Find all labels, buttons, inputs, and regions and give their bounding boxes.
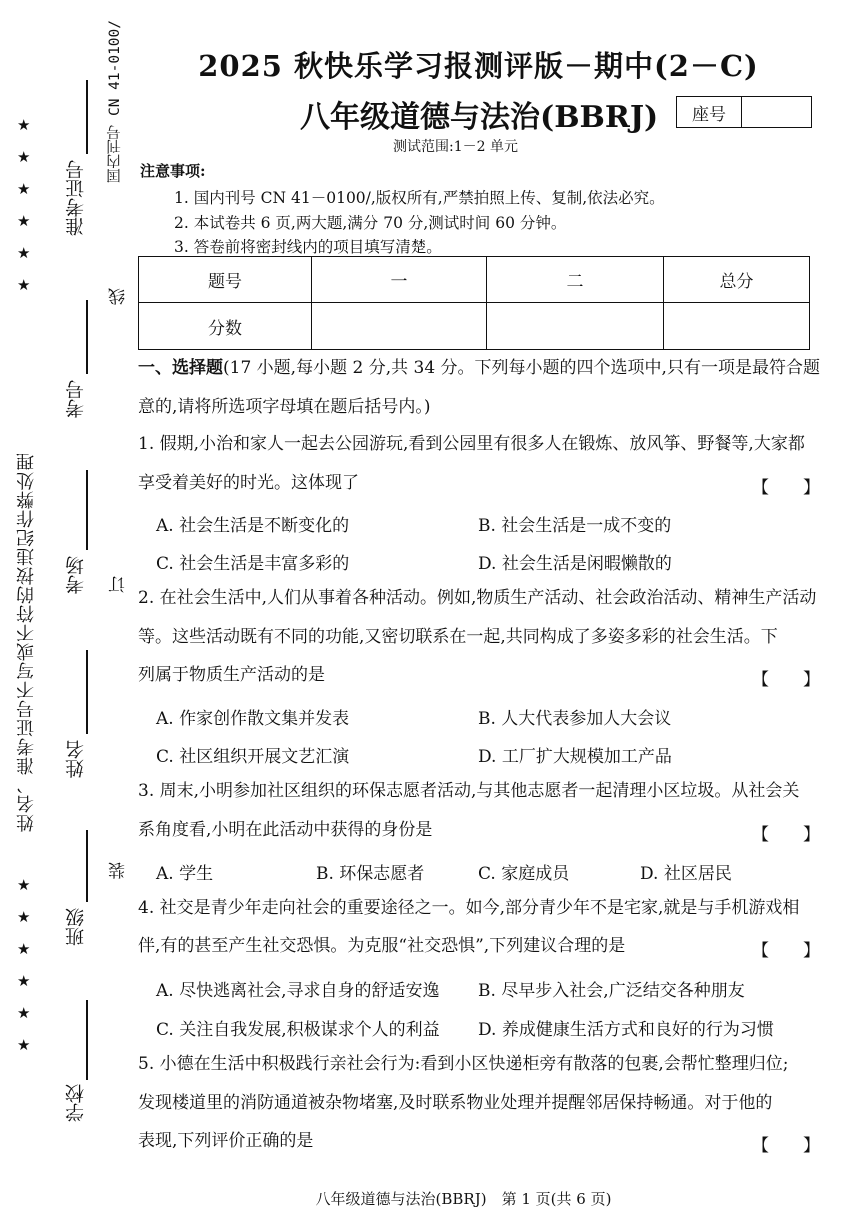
answer-bracket[interactable]: 【 】 (752, 1136, 820, 1156)
exam-subtitle: 八年级道德与法治(BBRJ) (300, 100, 659, 135)
star-icon: ★ (17, 876, 31, 894)
field-exam-room: 考场 (65, 556, 87, 594)
question-3-line: 系角度看,小明在此活动中获得的身份是 (138, 820, 433, 840)
option-b[interactable]: B. 人大代表参加人大会议 (478, 709, 672, 729)
star-icon: ★ (17, 116, 31, 134)
field-exam-number: 考号 (65, 380, 87, 418)
question-1-line: 1. 假期,小治和家人一起去公园游玩,看到公园里有很多人在锻炼、放风筝、野餐等,大家都 (138, 434, 805, 454)
question-5-line: 表现,下列评价正确的是 (138, 1131, 314, 1151)
score-cell[interactable] (312, 303, 487, 350)
star-icon: ★ (17, 972, 31, 990)
section-instructions-2: 意的,请将所选项字母填在题后括号内。) (138, 397, 431, 417)
answer-bracket[interactable]: 【 】 (752, 941, 820, 961)
option-b[interactable]: B. 环保志愿者 (316, 864, 425, 884)
exam-room-line[interactable] (86, 470, 88, 550)
option-b[interactable]: B. 社会生活是一成不变的 (478, 516, 672, 536)
issn-vertical: 国内刊号 CN 41-0100/ (107, 20, 123, 183)
star-icon: ★ (17, 180, 31, 198)
seat-number-box (676, 96, 812, 128)
margin-warning: 姓名、准考证号不写或不符的按违纪作弊处理 (16, 452, 37, 832)
note-item: 3. 答卷前将密封线内的项目填写清楚。 (174, 238, 442, 256)
score-header-cell: 题号 (139, 257, 312, 303)
star-icon: ★ (17, 908, 31, 926)
question-4-line: 4. 社交是青少年走向社会的重要途径之一。如今,部分青少年不是宅家,就是与手机游戏相 (138, 898, 800, 918)
star-icon: ★ (17, 148, 31, 166)
option-a[interactable]: A. 作家创作散文集并发表 (156, 709, 350, 729)
option-c[interactable]: C. 关注自我发展,积极谋求个人的利益 (156, 1020, 440, 1040)
notes-heading: 注意事项: (140, 162, 206, 180)
answer-bracket[interactable]: 【 】 (752, 825, 820, 845)
exam-title: 2025 秋快乐学习报测评版－期中(2－C) (198, 49, 759, 83)
school-line[interactable] (86, 1000, 88, 1080)
section-title: 一、选择题 (138, 358, 223, 378)
option-a[interactable]: A. 社会生活是不断变化的 (156, 516, 350, 536)
star-icon: ★ (17, 1004, 31, 1022)
seat-number-field[interactable] (742, 97, 811, 127)
binding-mark-line: 线 (109, 288, 129, 305)
option-a[interactable]: A. 尽快逃离社会,寻求自身的舒适安逸 (156, 981, 440, 1001)
name-line[interactable] (86, 650, 88, 734)
question-3-line: 3. 周末,小明参加社区组织的环保志愿者活动,与其他志愿者一起清理小区垃圾。从社会关 (138, 781, 800, 801)
option-c[interactable]: C. 社会生活是丰富多彩的 (156, 554, 350, 574)
page-footer: 八年级道德与法治(BBRJ) 第 1 页(共 6 页) (315, 1190, 612, 1208)
score-table (138, 256, 810, 350)
class-line[interactable] (86, 830, 88, 902)
score-header-cell: 二 (487, 257, 664, 303)
note-item: 1. 国内刊号 CN 41－0100/,版权所有,严禁拍照上传、复制,依法必究。 (174, 189, 665, 207)
section-desc: (17 小题,每小题 2 分,共 34 分。下列每小题的四个选项中,只有一项是最符合题 (223, 358, 820, 378)
exam-number-line[interactable] (86, 300, 88, 374)
option-d[interactable]: D. 社区居民 (640, 864, 732, 884)
seat-label: 座号 (677, 97, 742, 127)
field-admission-number: 准考证号 (65, 160, 87, 236)
answer-bracket[interactable]: 【 】 (752, 478, 820, 498)
field-class: 班级 (65, 908, 87, 946)
score-cell[interactable] (487, 303, 664, 350)
option-d[interactable]: D. 社会生活是闲暇懒散的 (478, 554, 672, 574)
admission-number-line[interactable] (86, 80, 88, 154)
star-icon: ★ (17, 212, 31, 230)
star-icon: ★ (17, 940, 31, 958)
question-4-line: 伴,有的甚至产生社交恐惧。为克服“社交恐惧”,下列建议合理的是 (138, 936, 626, 956)
test-scope: 测试范围:1－2 单元 (393, 139, 518, 155)
option-c[interactable]: C. 家庭成员 (478, 864, 570, 884)
note-item: 2. 本试卷共 6 页,两大题,满分 70 分,测试时间 60 分钟。 (174, 214, 567, 232)
option-c[interactable]: C. 社区组织开展文艺汇演 (156, 747, 350, 767)
section-instructions (138, 358, 820, 378)
binding-mark-bind: 装 (109, 862, 129, 879)
star-icon: ★ (17, 276, 31, 294)
binding-mark-staple: 订 (109, 576, 129, 593)
field-name: 姓名 (65, 740, 87, 778)
question-5-line: 5. 小德在生活中积极践行亲社会行为:看到小区快递柜旁有散落的包裹,会帮忙整理归位; (138, 1054, 789, 1074)
score-cell[interactable] (664, 303, 810, 350)
score-header-cell: 总分 (664, 257, 810, 303)
star-icon: ★ (17, 1036, 31, 1054)
question-2-line: 等。这些活动既有不同的功能,又密切联系在一起,共同构成了多姿多彩的社会生活。下 (138, 627, 778, 647)
score-header-cell: 一 (312, 257, 487, 303)
question-2-line: 列属于物质生产活动的是 (138, 665, 325, 685)
option-d[interactable]: D. 工厂扩大规模加工产品 (478, 747, 672, 767)
score-row-label: 分数 (139, 303, 312, 350)
option-a[interactable]: A. 学生 (156, 864, 214, 884)
field-school: 学校 (65, 1084, 87, 1122)
question-1-line: 享受着美好的时光。这体现了 (138, 473, 359, 493)
option-b[interactable]: B. 尽早步入社会,广泛结交各种朋友 (478, 981, 745, 1001)
question-5-line: 发现楼道里的消防通道被杂物堵塞,及时联系物业处理并提醒邻居保持畅通。对于他的 (138, 1093, 773, 1113)
answer-bracket[interactable]: 【 】 (752, 670, 820, 690)
option-d[interactable]: D. 养成健康生活方式和良好的行为习惯 (478, 1020, 774, 1040)
star-icon: ★ (17, 244, 31, 262)
question-2-line: 2. 在社会生活中,人们从事着各种活动。例如,物质生产活动、社会政治活动、精神生产活动 (138, 588, 817, 608)
